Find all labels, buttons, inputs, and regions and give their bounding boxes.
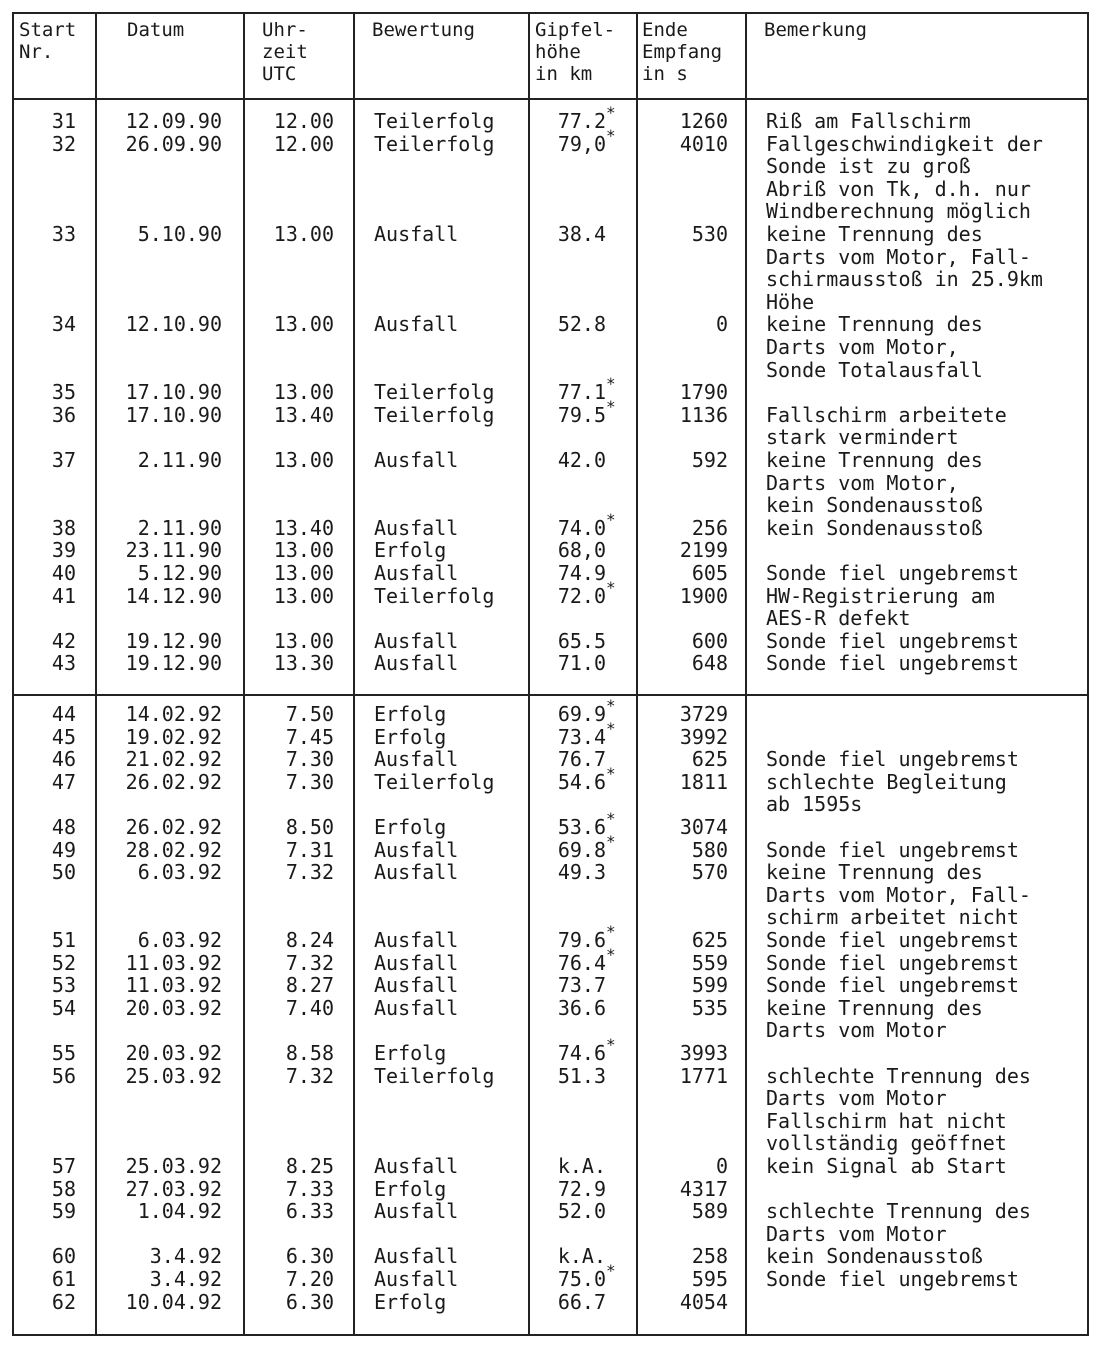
ende-empfang-cell: 595	[691, 1267, 728, 1291]
start-nr-cell: 59	[51, 1199, 76, 1224]
bewertung-cell: Ausfall	[374, 928, 459, 952]
bemerkung-line: Sonde fiel ungebremst	[766, 928, 1019, 952]
bewertung-cell: Erfolg	[374, 1041, 447, 1065]
datum-cell: 28.02.92	[125, 837, 222, 862]
start-nr-cell: 61	[51, 1267, 76, 1291]
uhrzeit-cell: 13.00	[273, 448, 334, 472]
datum-cell: 26.02.92	[125, 769, 222, 794]
table-bottom-border	[12, 1334, 1087, 1336]
gipfelhoehe-cell: 73.7	[557, 973, 606, 998]
bewertung-cell: Ausfall	[374, 651, 459, 676]
start-nr-cell: 32	[51, 131, 76, 156]
datum-cell: 2.11.90	[137, 448, 222, 472]
bewertung-cell: Ausfall	[374, 837, 459, 862]
ende-empfang-cell: 592	[691, 448, 728, 472]
bemerkung-line: schirm arbeitet nicht	[766, 905, 1019, 930]
bewertung-cell: Ausfall	[374, 448, 459, 472]
datum-cell: 12.10.90	[125, 312, 222, 337]
bemerkung-line: Abriß von Tk, d.h. nur	[766, 176, 1031, 201]
asterisk-mark: *	[606, 944, 616, 964]
datum-cell: 12.09.90	[125, 109, 222, 133]
asterisk-mark: *	[606, 374, 616, 394]
start-nr-cell: 39	[51, 538, 76, 563]
datum-cell: 6.03.92	[137, 860, 222, 885]
ende-empfang-cell: 625	[691, 928, 728, 952]
gipfelhoehe-cell: 52.0	[557, 1199, 606, 1224]
uhrzeit-cell: 6.30	[285, 1244, 334, 1269]
uhrzeit-cell: 8.50	[285, 815, 334, 839]
uhrzeit-cell: 13.00	[273, 222, 334, 246]
gipfelhoehe-cell: 79,0	[557, 131, 606, 156]
asterisk-mark: *	[606, 396, 616, 416]
start-nr-cell: 50	[51, 860, 76, 885]
start-nr-cell: 46	[51, 747, 76, 772]
column-border-7	[1087, 12, 1089, 1336]
start-nr-cell: 36	[51, 402, 76, 427]
bewertung-cell: Teilerfolg	[374, 109, 495, 133]
gipfelhoehe-cell: 42.0	[557, 448, 606, 472]
start-nr-cell: 47	[51, 769, 76, 794]
bewertung-cell: Ausfall	[374, 515, 459, 540]
uhrzeit-cell: 13.00	[273, 312, 334, 337]
ende-empfang-cell: 580	[691, 837, 728, 862]
gipfelhoehe-cell: 76.7	[557, 747, 606, 772]
uhrzeit-cell: 6.33	[285, 1199, 334, 1224]
gipfelhoehe-cell: 75.0	[557, 1267, 606, 1291]
uhrzeit-cell: 7.30	[285, 747, 334, 772]
start-nr-cell: 54	[51, 995, 76, 1020]
uhrzeit-cell: 7.32	[285, 1063, 334, 1088]
datum-cell: 11.03.92	[125, 950, 222, 975]
bewertung-cell: Ausfall	[374, 747, 459, 772]
start-nr-cell: 62	[51, 1289, 76, 1314]
gipfelhoehe-cell: 77.2	[557, 109, 606, 133]
datum-cell: 19.12.90	[125, 651, 222, 676]
gipfelhoehe-cell: 36.6	[557, 995, 606, 1020]
start-nr-cell: 33	[51, 222, 76, 246]
bemerkung-line: Sonde fiel ungebremst	[766, 973, 1019, 998]
bewertung-cell: Ausfall	[374, 628, 459, 653]
ende-empfang-cell: 600	[691, 628, 728, 653]
gipfelhoehe-cell: 49.3	[557, 860, 606, 885]
ende-empfang-cell: 4010	[679, 131, 728, 156]
bemerkung-line: keine Trennung des	[766, 222, 983, 246]
bemerkung-line: Darts vom Motor,	[766, 470, 959, 495]
uhrzeit-cell: 7.50	[285, 702, 334, 726]
datum-cell: 5.12.90	[137, 561, 222, 585]
bemerkung-line: Fallgeschwindigkeit der	[766, 131, 1043, 156]
datum-cell: 3.4.92	[149, 1267, 222, 1291]
ende-empfang-cell: 605	[691, 561, 728, 585]
gipfelhoehe-cell: 74.0	[557, 515, 606, 540]
bewertung-cell: Teilerfolg	[374, 583, 495, 608]
gipfelhoehe-cell: k.A.	[557, 1244, 606, 1269]
gipfelhoehe-cell: 52.8	[557, 312, 606, 337]
gipfelhoehe-cell: 54.6	[557, 769, 606, 794]
gipfelhoehe-cell: 66.7	[557, 1289, 606, 1314]
bemerkung-line: ab 1595s	[766, 792, 863, 817]
bewertung-cell: Teilerfolg	[374, 769, 495, 794]
gipfelhoehe-cell: 73.4	[557, 724, 606, 749]
bemerkung-line: Sonde ist zu groß	[766, 154, 971, 179]
bemerkung-line: keine Trennung des	[766, 448, 983, 472]
bewertung-cell: Teilerfolg	[374, 402, 495, 427]
bewertung-cell: Ausfall	[374, 1244, 459, 1269]
datum-cell: 1.04.92	[137, 1199, 222, 1224]
start-nr-cell: 60	[51, 1244, 76, 1269]
ende-empfang-cell: 3992	[679, 724, 728, 749]
bemerkung-line: keine Trennung des	[766, 995, 983, 1020]
gipfelhoehe-cell: 74.6	[557, 1041, 606, 1065]
uhrzeit-cell: 13.40	[273, 515, 334, 540]
datum-cell: 19.02.92	[125, 724, 222, 749]
bewertung-cell: Teilerfolg	[374, 1063, 495, 1088]
datum-cell: 25.03.92	[125, 1154, 222, 1178]
gipfelhoehe-cell: 69.8	[557, 837, 606, 862]
bemerkung-line: Darts vom Motor, Fall-	[766, 244, 1031, 269]
gipfelhoehe-cell: 38.4	[557, 222, 606, 246]
start-nr-cell: 41	[51, 583, 76, 608]
gipfelhoehe-cell: 68,0	[557, 538, 606, 563]
uhrzeit-cell: 7.20	[285, 1267, 334, 1291]
asterisk-mark: *	[606, 509, 616, 529]
datum-cell: 11.03.92	[125, 973, 222, 998]
bewertung-cell: Erfolg	[374, 1289, 447, 1314]
column-border-0	[12, 12, 14, 1336]
ende-empfang-cell: 535	[691, 995, 728, 1020]
datum-cell: 17.10.90	[125, 380, 222, 405]
bewertung-cell: Ausfall	[374, 1154, 459, 1178]
uhrzeit-cell: 13.00	[273, 628, 334, 653]
bewertung-cell: Ausfall	[374, 561, 459, 585]
gipfelhoehe-cell: 79.6	[557, 928, 606, 952]
ende-empfang-cell: 0	[715, 1154, 728, 1178]
start-nr-cell: 37	[51, 448, 76, 472]
start-nr-cell: 48	[51, 815, 76, 839]
bewertung-cell: Erfolg	[374, 724, 447, 749]
start-nr-cell: 34	[51, 312, 76, 337]
datum-cell: 5.10.90	[137, 222, 222, 246]
datum-cell: 19.12.90	[125, 628, 222, 653]
column-border-6	[745, 12, 747, 1336]
bemerkung-line: keine Trennung des	[766, 860, 983, 885]
start-nr-cell: 44	[51, 702, 76, 726]
bemerkung-line: Sonde fiel ungebremst	[766, 837, 1019, 862]
gipfelhoehe-cell: 53.6	[557, 815, 606, 839]
uhrzeit-cell: 8.27	[285, 973, 334, 998]
datum-cell: 14.12.90	[125, 583, 222, 608]
gipfelhoehe-cell: 74.9	[557, 561, 606, 585]
start-nr-cell: 43	[51, 651, 76, 676]
bemerkung-line: Darts vom Motor, Fall-	[766, 882, 1031, 907]
datum-cell: 23.11.90	[125, 538, 222, 563]
column-border-1	[95, 12, 97, 1336]
ende-empfang-cell: 3993	[679, 1041, 728, 1065]
gipfelhoehe-cell: k.A.	[557, 1154, 606, 1178]
bemerkung-line: Sonde Totalausfall	[766, 357, 983, 382]
uhrzeit-cell: 7.45	[285, 724, 334, 749]
gipfelhoehe-cell: 69.9	[557, 702, 606, 726]
ende-empfang-cell: 648	[691, 651, 728, 676]
bemerkung-line: stark vermindert	[766, 425, 959, 450]
bemerkung-line: schlechte Begleitung	[766, 769, 1007, 794]
bemerkung-line: Riß am Fallschirm	[766, 109, 971, 133]
datum-cell: 26.09.90	[125, 131, 222, 156]
asterisk-mark: *	[606, 577, 616, 597]
ende-empfang-cell: 625	[691, 747, 728, 772]
bemerkung-line: Windberechnung möglich	[766, 199, 1031, 224]
bewertung-cell: Ausfall	[374, 1267, 459, 1291]
bemerkung-line: Darts vom Motor	[766, 1221, 947, 1246]
bemerkung-line: kein Sondenausstoß	[766, 493, 983, 518]
gipfelhoehe-cell: 65.5	[557, 628, 606, 653]
asterisk-mark: *	[606, 1261, 616, 1280]
datum-cell: 2.11.90	[137, 515, 222, 540]
start-nr-cell: 51	[51, 928, 76, 952]
gipfelhoehe-cell: 79.5	[557, 402, 606, 427]
ende-empfang-cell: 4054	[679, 1289, 728, 1314]
column-border-3	[353, 12, 355, 1336]
start-nr-cell: 55	[51, 1041, 76, 1065]
bewertung-cell: Teilerfolg	[374, 380, 495, 405]
ende-empfang-cell: 1900	[679, 583, 728, 608]
bewertung-cell: Ausfall	[374, 860, 459, 885]
header-gipfelhoehe: Gipfel- höhe in km	[535, 19, 616, 85]
header-datum: Datum	[127, 19, 185, 41]
uhrzeit-cell: 8.58	[285, 1041, 334, 1065]
bewertung-cell: Ausfall	[374, 222, 459, 246]
bewertung-cell: Ausfall	[374, 950, 459, 975]
ende-empfang-cell: 599	[691, 973, 728, 998]
bemerkung-line: Sonde fiel ungebremst	[766, 561, 1019, 585]
bemerkung-line: keine Trennung des	[766, 312, 983, 337]
gipfelhoehe-cell: 71.0	[557, 651, 606, 676]
ende-empfang-cell: 3074	[679, 815, 728, 839]
bemerkung-line: Sonde fiel ungebremst	[766, 1267, 1019, 1291]
gipfelhoehe-cell: 72.0	[557, 583, 606, 608]
bemerkung-line: vollständig geöffnet	[766, 1131, 1007, 1156]
datum-cell: 26.02.92	[125, 815, 222, 839]
bemerkung-line: Sonde fiel ungebremst	[766, 628, 1019, 653]
datum-cell: 25.03.92	[125, 1063, 222, 1088]
bewertung-cell: Teilerfolg	[374, 131, 495, 156]
bemerkung-line: Sonde fiel ungebremst	[766, 747, 1019, 772]
bewertung-cell: Ausfall	[374, 312, 459, 337]
start-nr-cell: 57	[51, 1154, 76, 1178]
column-border-5	[636, 12, 638, 1336]
bewertung-cell: Ausfall	[374, 1199, 459, 1224]
start-nr-cell: 52	[51, 950, 76, 975]
bewertung-cell: Erfolg	[374, 538, 447, 563]
header-bewertung: Bewertung	[372, 19, 475, 41]
start-nr-cell: 42	[51, 628, 76, 653]
uhrzeit-cell: 7.32	[285, 950, 334, 975]
start-nr-cell: 58	[51, 1176, 76, 1201]
bemerkung-line: Sonde fiel ungebremst	[766, 950, 1019, 975]
uhrzeit-cell: 13.00	[273, 538, 334, 563]
bemerkung-line: HW-Registrierung am	[766, 583, 995, 608]
ende-empfang-cell: 1790	[679, 380, 728, 405]
datum-cell: 20.03.92	[125, 995, 222, 1020]
table-top-border	[12, 12, 1087, 14]
header-ende-empfang: Ende Empfang in s	[642, 19, 723, 85]
uhrzeit-cell: 13.00	[273, 561, 334, 585]
start-nr-cell: 38	[51, 515, 76, 540]
section-divider	[12, 694, 1087, 696]
bemerkung-line: schlechte Trennung des	[766, 1063, 1031, 1088]
bemerkung-line: schirmausstoß in 25.9km	[766, 267, 1043, 292]
asterisk-mark: *	[606, 763, 616, 783]
uhrzeit-cell: 13.40	[273, 402, 334, 427]
header-divider	[12, 98, 1087, 100]
start-nr-cell: 31	[51, 109, 76, 133]
ende-empfang-cell: 559	[691, 950, 728, 975]
ende-empfang-cell: 2199	[679, 538, 728, 563]
asterisk-mark: *	[606, 831, 616, 851]
ende-empfang-cell: 4317	[679, 1176, 728, 1201]
ende-empfang-cell: 256	[691, 515, 728, 540]
uhrzeit-cell: 13.30	[273, 651, 334, 676]
asterisk-mark: *	[606, 103, 616, 122]
header-start-nr: Start Nr.	[19, 19, 77, 63]
gipfelhoehe-cell: 72.9	[557, 1176, 606, 1201]
start-nr-cell: 56	[51, 1063, 76, 1088]
bewertung-cell: Ausfall	[374, 995, 459, 1020]
uhrzeit-cell: 8.24	[285, 928, 334, 952]
uhrzeit-cell: 6.30	[285, 1289, 334, 1314]
header-uhrzeit: Uhr- zeit UTC	[262, 19, 308, 85]
bemerkung-line: Fallschirm arbeitete	[766, 402, 1007, 427]
bemerkung-line: Fallschirm hat nicht	[766, 1108, 1007, 1133]
ende-empfang-cell: 1136	[679, 402, 728, 427]
bemerkung-line: schlechte Trennung des	[766, 1199, 1031, 1224]
bemerkung-line: Höhe	[766, 289, 815, 314]
bemerkung-line: Sonde fiel ungebremst	[766, 651, 1019, 676]
start-nr-cell: 53	[51, 973, 76, 998]
gipfelhoehe-cell: 77.1	[557, 380, 606, 405]
column-border-4	[528, 12, 530, 1336]
gipfelhoehe-cell: 51.3	[557, 1063, 606, 1088]
asterisk-mark: *	[606, 718, 616, 738]
ende-empfang-cell: 258	[691, 1244, 728, 1269]
uhrzeit-cell: 7.31	[285, 837, 334, 862]
uhrzeit-cell: 7.30	[285, 769, 334, 794]
ende-empfang-cell: 3729	[679, 702, 728, 726]
ende-empfang-cell: 1811	[679, 769, 728, 794]
bemerkung-line: AES-R defekt	[766, 606, 911, 631]
start-nr-cell: 40	[51, 561, 76, 585]
bemerkung-line: Darts vom Motor,	[766, 335, 959, 359]
asterisk-mark: *	[606, 125, 616, 145]
uhrzeit-cell: 7.32	[285, 860, 334, 885]
datum-cell: 6.03.92	[137, 928, 222, 952]
bemerkung-line: kein Sondenausstoß	[766, 515, 983, 540]
asterisk-mark: *	[606, 1035, 616, 1054]
bewertung-cell: Erfolg	[374, 815, 447, 839]
bewertung-cell: Erfolg	[374, 702, 447, 726]
ende-empfang-cell: 570	[691, 860, 728, 885]
column-border-2	[243, 12, 245, 1336]
bewertung-cell: Erfolg	[374, 1176, 447, 1201]
start-nr-cell: 49	[51, 837, 76, 862]
start-nr-cell: 35	[51, 380, 76, 405]
datum-cell: 10.04.92	[125, 1289, 222, 1314]
ende-empfang-cell: 530	[691, 222, 728, 246]
datum-cell: 3.4.92	[149, 1244, 222, 1269]
start-nr-cell: 45	[51, 724, 76, 749]
uhrzeit-cell: 12.00	[273, 109, 334, 133]
uhrzeit-cell: 12.00	[273, 131, 334, 156]
datum-cell: 14.02.92	[125, 702, 222, 726]
datum-cell: 17.10.90	[125, 402, 222, 427]
asterisk-mark: *	[606, 922, 616, 941]
bemerkung-line: kein Sondenausstoß	[766, 1244, 983, 1269]
ende-empfang-cell: 589	[691, 1199, 728, 1224]
asterisk-mark: *	[606, 809, 616, 828]
uhrzeit-cell: 7.33	[285, 1176, 334, 1201]
datum-cell: 27.03.92	[125, 1176, 222, 1201]
bemerkung-line: kein Signal ab Start	[766, 1154, 1007, 1178]
datum-cell: 21.02.92	[125, 747, 222, 772]
header-bemerkung: Bemerkung	[764, 19, 867, 41]
bewertung-cell: Ausfall	[374, 973, 459, 998]
uhrzeit-cell: 13.00	[273, 583, 334, 608]
bemerkung-line: Darts vom Motor	[766, 1018, 947, 1043]
gipfelhoehe-cell: 76.4	[557, 950, 606, 975]
ende-empfang-cell: 1260	[679, 109, 728, 133]
uhrzeit-cell: 13.00	[273, 380, 334, 405]
ende-empfang-cell: 0	[715, 312, 728, 337]
datum-cell: 20.03.92	[125, 1041, 222, 1065]
ende-empfang-cell: 1771	[679, 1063, 728, 1088]
asterisk-mark: *	[606, 696, 616, 715]
bemerkung-line: Darts vom Motor	[766, 1086, 947, 1111]
uhrzeit-cell: 8.25	[285, 1154, 334, 1178]
uhrzeit-cell: 7.40	[285, 995, 334, 1020]
